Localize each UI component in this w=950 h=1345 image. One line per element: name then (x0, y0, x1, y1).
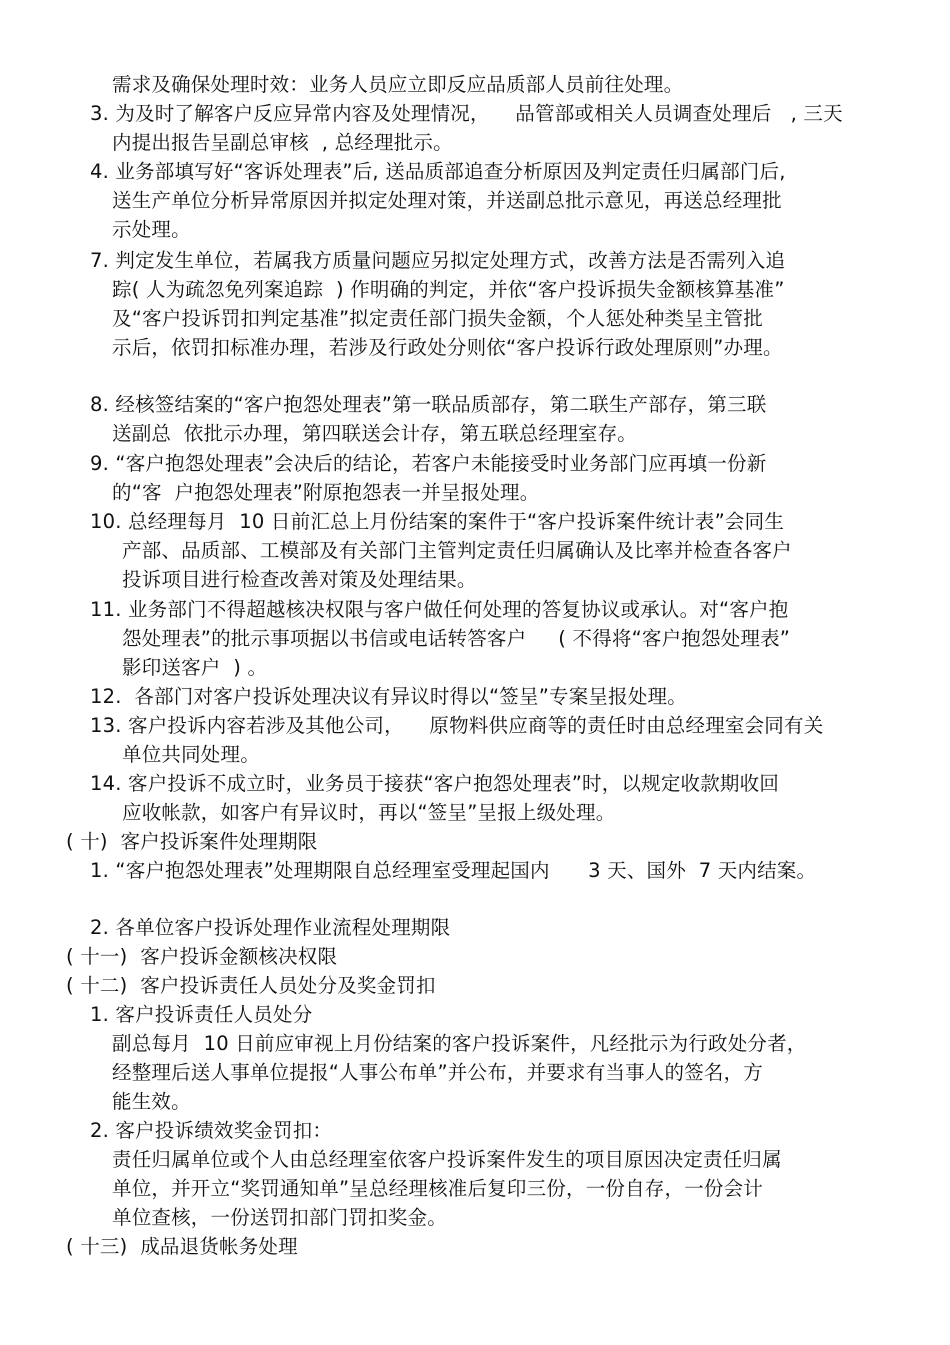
text-line: 示处理。 (112, 218, 191, 241)
text-line: 需求及确保处理时效：业务人员应立即反应品质部人员前往处理。 (112, 73, 684, 96)
text-line: 产部、品质部、工模部及有关部门主管判定责任归属确认及比率并检查各客户 (122, 539, 792, 562)
text-line: 1. 客户投诉责任人员处分 (90, 1003, 313, 1026)
text-line: 单位共同处理。 (122, 743, 260, 766)
text-line: 能生效。 (112, 1090, 191, 1113)
section-heading: ( 十三) 成品退货帐务处理 (66, 1235, 298, 1258)
text-line: 单位，并开立“奖罚通知单”呈总经理核准后复印三份，一份自存，一份会计 (112, 1177, 764, 1200)
text-line: 及“客户投诉罚扣判定基准”拟定责任部门损失金额，个人惩处种类呈主管批 (112, 307, 764, 330)
section-heading: ( 十) 客户投诉案件处理期限 (66, 830, 318, 853)
text-line: 4. 业务部填写好“客诉处理表”后, 送品质部追查分析原因及判定责任归属部门后, (90, 160, 786, 183)
text-line: 14. 客户投诉不成立时，业务员于接获“客户抱怨处理表”时，以规定收款期收回 (90, 772, 780, 795)
text-line: 13. 客户投诉内容若涉及其他公司， 原物料供应商等的责任时由总经理室会同有关 (90, 714, 824, 737)
text-line: 的“客 户抱怨处理表”附原抱怨表一并呈报处理。 (112, 481, 540, 504)
text-line: 踪( 人为疏忽免列案追踪 ) 作明确的判定，并依“客户投诉损失金额核算基准” (112, 278, 785, 301)
text-line: 副总每月 10 日前应审视上月份结案的客户投诉案件，凡经批示为行政处分者， (112, 1032, 807, 1055)
text-line: 1. “客户抱怨处理表”处理期限自总经理室受理起国内 3 天、国外 7 天内结案。 (90, 859, 817, 882)
text-line: 责任归属单位或个人由总经理室依客户投诉案件发生的项目原因决定责任归属 (112, 1148, 782, 1171)
text-line: 经整理后送人事单位提报“人事公布单”并公布，并要求有当事人的签名，方 (112, 1061, 764, 1084)
text-line: 3. 为及时了解客户反应异常内容及处理情况， 品管部或相关人员调查处理后 , 三天 (90, 102, 843, 125)
text-line: 送生产单位分析异常原因并拟定处理对策，并送副总批示意见，再送总经理批 (112, 189, 782, 212)
text-line: 12. 各部门对客户投诉处理决议有异议时得以“签呈”专案呈报处理。 (90, 685, 687, 708)
text-line: 影印送客户 ) 。 (122, 656, 268, 679)
text-line: 8. 经核签结案的“客户抱怨处理表”第一联品质部存，第二联生产部存，第三联 (90, 393, 767, 416)
text-line: 内提出报告呈副总审核 , 总经理批示。 (112, 131, 453, 154)
text-line: 怨处理表”的批示事项据以书信或电话转答客户 ( 不得将“客户抱怨处理表” (122, 627, 791, 650)
text-line: 10. 总经理每月 10 日前汇总上月份结案的案件于“客户投诉案件统计表”会同生 (90, 510, 785, 533)
section-heading: ( 十一) 客户投诉金额核决权限 (66, 945, 338, 968)
text-line: 9. “客户抱怨处理表”会决后的结论，若客户未能接受时业务部门应再填一份新 (90, 452, 767, 475)
text-line: 2. 各单位客户投诉处理作业流程处理期限 (90, 916, 451, 939)
text-line: 投诉项目进行检查改善对策及处理结果。 (122, 568, 477, 591)
text-line: 应收帐款，如客户有异议时，再以“签呈”呈报上级处理。 (122, 801, 616, 824)
text-line: 示后，依罚扣标准办理，若涉及行政处分则依“客户投诉行政处理原则”办理。 (112, 336, 783, 359)
text-line: 7. 判定发生单位，若属我方质量问题应另拟定处理方式，改善方法是否需列入追 (90, 249, 786, 272)
text-line: 单位查核，一份送罚扣部门罚扣奖金。 (112, 1206, 447, 1229)
text-line: 11. 业务部门不得超越核决权限与客户做任何处理的答复协议或承认。对“客户抱 (90, 598, 789, 621)
text-line: 送副总 依批示办理，第四联送会计存，第五联总经理室存。 (112, 422, 637, 445)
section-heading: ( 十二) 客户投诉责任人员处分及奖金罚扣 (66, 974, 436, 997)
text-line: 2. 客户投诉绩效奖金罚扣： (90, 1119, 333, 1142)
